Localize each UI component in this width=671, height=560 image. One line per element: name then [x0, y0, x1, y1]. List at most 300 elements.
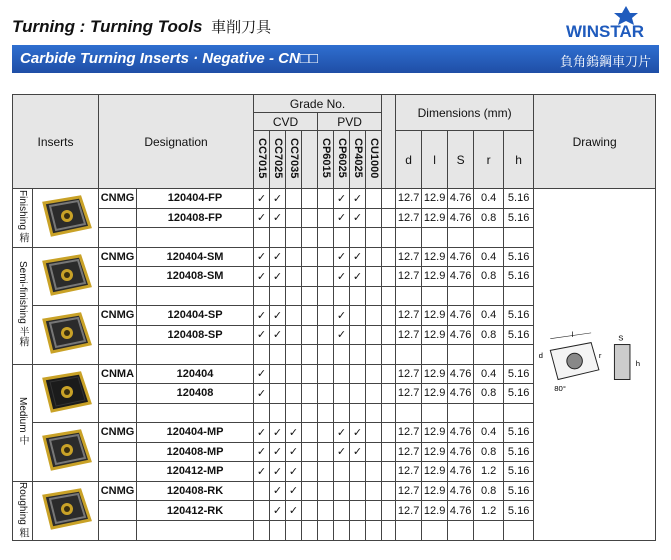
grade-blank-cell [382, 306, 396, 326]
code-cell [137, 345, 254, 365]
dim-l-cell [422, 345, 448, 365]
series-cell [99, 462, 137, 482]
code-cell: 120408-SM [137, 267, 254, 287]
dim-h-cell: 5.16 [504, 442, 534, 462]
dim-l: l [422, 131, 448, 189]
dim-r-cell: 0.8 [474, 267, 504, 287]
dim-l-cell: 12.9 [422, 501, 448, 521]
grade-blank-cell [382, 442, 396, 462]
dim-d-cell: 12.7 [396, 364, 422, 384]
grade-check: ✓ [350, 189, 366, 209]
dim-s-cell [448, 403, 474, 423]
grade-check [286, 521, 302, 541]
insert-photo-icon [36, 193, 96, 239]
dim-s-cell [448, 521, 474, 541]
grade-check: ✓ [270, 481, 286, 501]
grade-check: ✓ [270, 325, 286, 345]
grade-blank-cell [382, 325, 396, 345]
grade-check [302, 189, 318, 209]
dim-s-cell: 4.76 [448, 325, 474, 345]
grade-check [318, 462, 334, 482]
dim-l-cell [422, 228, 448, 248]
drawing-header: Drawing [534, 95, 656, 189]
grade-check [302, 325, 318, 345]
drawing-label-s: S [617, 333, 624, 343]
grade-check [350, 501, 366, 521]
category-label: Medium 中 [17, 396, 28, 446]
dim-h-cell: 5.16 [504, 501, 534, 521]
grade-check: ✓ [286, 501, 302, 521]
banner-cn: 負角鎢鋼車刀片 [559, 54, 651, 69]
grade-check [286, 325, 302, 345]
grade-check [302, 267, 318, 287]
grade-check [318, 345, 334, 365]
dim-s-cell: 4.76 [448, 267, 474, 287]
dim-r-cell: 0.8 [474, 442, 504, 462]
dim-r: r [474, 131, 504, 189]
grade-check [334, 228, 350, 248]
dim-h-cell: 5.16 [504, 189, 534, 209]
dim-s-cell: 4.76 [448, 364, 474, 384]
grade-check [286, 228, 302, 248]
drawing-label-angle: 80° [553, 384, 566, 394]
dim-h-cell: 5.16 [504, 325, 534, 345]
drawing-label-l: l [571, 329, 574, 339]
dim-r-cell: 0.4 [474, 423, 504, 443]
dim-s-cell: 4.76 [448, 208, 474, 228]
series-cell: CNMG [99, 423, 137, 443]
dim-s-cell: 4.76 [448, 442, 474, 462]
series-cell [99, 501, 137, 521]
grade-check [366, 521, 382, 541]
grade-check [318, 208, 334, 228]
dim-l-cell: 12.9 [422, 481, 448, 501]
grade-blank-cell [382, 267, 396, 287]
grade-check [334, 286, 350, 306]
grade-check [318, 423, 334, 443]
dim-d-cell [396, 403, 422, 423]
grade-check [318, 384, 334, 404]
grade-check [302, 306, 318, 326]
grade-check: ✓ [350, 267, 366, 287]
grade-check [334, 345, 350, 365]
grade-check [318, 228, 334, 248]
series-cell: CNMG [99, 306, 137, 326]
dim-d-cell: 12.7 [396, 208, 422, 228]
dim-s-cell: 4.76 [448, 462, 474, 482]
grade-check [366, 462, 382, 482]
code-cell: 120404 [137, 364, 254, 384]
insert-image-cell [33, 481, 99, 541]
dim-r-cell [474, 228, 504, 248]
grade-check [318, 521, 334, 541]
grade-check [350, 228, 366, 248]
grade-check: ✓ [270, 501, 286, 521]
code-cell: 120404-FP [137, 189, 254, 209]
grade-check: ✓ [334, 208, 350, 228]
grade-check [350, 286, 366, 306]
grade-check [366, 384, 382, 404]
grade-check [366, 286, 382, 306]
grade-check [302, 442, 318, 462]
grade-check [350, 403, 366, 423]
dim-r-cell: 0.8 [474, 384, 504, 404]
grade-check: ✓ [254, 462, 270, 482]
dim-s-cell [448, 228, 474, 248]
grade-check: ✓ [270, 462, 286, 482]
dim-d-cell: 12.7 [396, 384, 422, 404]
dim-h-cell: 5.16 [504, 267, 534, 287]
grade-blank-cell [382, 228, 396, 248]
code-cell [137, 521, 254, 541]
dim-r-cell: 0.8 [474, 481, 504, 501]
code-cell: 120404-SP [137, 306, 254, 326]
table-row [13, 189, 656, 209]
grade-check: ✓ [254, 189, 270, 209]
code-cell: 120408 [137, 384, 254, 404]
grade-check [286, 286, 302, 306]
series-cell [99, 267, 137, 287]
grade-cp4025: CP4025 [350, 131, 366, 189]
dim-s-cell [448, 286, 474, 306]
dim-l-cell [422, 521, 448, 541]
grade-check [302, 345, 318, 365]
category-cell [13, 481, 33, 541]
dim-h-cell: 5.16 [504, 384, 534, 404]
grade-check [366, 442, 382, 462]
grade-check: ✓ [270, 423, 286, 443]
inserts-header: Inserts [13, 95, 99, 189]
dim-r-cell: 0.8 [474, 325, 504, 345]
drawing-side-view [614, 345, 630, 380]
grade-check [366, 267, 382, 287]
insert-image-cell [33, 247, 99, 306]
grade-check: ✓ [270, 306, 286, 326]
dim-l-cell: 12.9 [422, 189, 448, 209]
insert-image-cell [33, 306, 99, 365]
grade-check [286, 345, 302, 365]
grade-check [286, 306, 302, 326]
series-cell: CNMG [99, 247, 137, 267]
grade-check [302, 462, 318, 482]
grade-check [302, 364, 318, 384]
dim-r-cell: 1.2 [474, 501, 504, 521]
grade-check: ✓ [270, 247, 286, 267]
dim-h-cell [504, 286, 534, 306]
dim-r-cell [474, 403, 504, 423]
grade-header: Grade No. [254, 95, 382, 113]
grade-check [318, 286, 334, 306]
inserts-table [12, 94, 656, 541]
grade-check [350, 384, 366, 404]
series-cell [99, 521, 137, 541]
dim-d-cell: 12.7 [396, 501, 422, 521]
grade-check [286, 364, 302, 384]
dim-r-cell: 0.4 [474, 247, 504, 267]
category-cell [13, 364, 33, 481]
grade-check: ✓ [254, 325, 270, 345]
grade-check: ✓ [254, 306, 270, 326]
series-cell [99, 228, 137, 248]
category-label: Finishing 精 [17, 189, 28, 243]
dim-s-cell: 4.76 [448, 384, 474, 404]
grade-check [254, 345, 270, 365]
dim-l-cell: 12.9 [422, 267, 448, 287]
grade-check [270, 364, 286, 384]
grade-check: ✓ [334, 423, 350, 443]
grade-check: ✓ [254, 247, 270, 267]
grade-check [286, 208, 302, 228]
grade-check [366, 403, 382, 423]
grade-check [334, 501, 350, 521]
dim-s-cell: 4.76 [448, 247, 474, 267]
grade-check [254, 481, 270, 501]
grade-check [366, 345, 382, 365]
dim-r-cell: 0.4 [474, 189, 504, 209]
dim-h-cell: 5.16 [504, 208, 534, 228]
dim-s: S [448, 131, 474, 189]
insert-image-cell [33, 364, 99, 423]
grade-blank-cell [382, 384, 396, 404]
grade-check: ✓ [270, 208, 286, 228]
grade-blank-cvd [302, 131, 318, 189]
logo-text: WINSTAR [566, 22, 645, 40]
grade-blank-cell [382, 481, 396, 501]
grade-check [350, 345, 366, 365]
dim-d-cell [396, 228, 422, 248]
dim-l-cell [422, 286, 448, 306]
title-cn: 車削刀具 [211, 19, 272, 36]
series-cell: CNMG [99, 189, 137, 209]
dim-d-cell [396, 521, 422, 541]
grade-check [318, 442, 334, 462]
series-cell [99, 286, 137, 306]
grade-blank-cell [382, 189, 396, 209]
grade-check: ✓ [350, 208, 366, 228]
grade-check [286, 384, 302, 404]
grade-cc7025: CC7025 [270, 131, 286, 189]
category-cell [13, 247, 33, 364]
grade-check [318, 306, 334, 326]
grade-check [318, 325, 334, 345]
dim-d-cell: 12.7 [396, 462, 422, 482]
grade-check [366, 247, 382, 267]
grade-blank-cell [382, 364, 396, 384]
dim-d-cell: 12.7 [396, 442, 422, 462]
dim-r-cell: 0.8 [474, 208, 504, 228]
dim-h: h [504, 131, 534, 189]
dim-r-cell [474, 521, 504, 541]
page-title [12, 16, 271, 37]
grade-check [366, 501, 382, 521]
code-cell: 120404-SM [137, 247, 254, 267]
grade-check [270, 228, 286, 248]
grade-blank-cell [382, 247, 396, 267]
title-text: Turning : Turning Tools [12, 17, 203, 36]
grade-check [302, 384, 318, 404]
grade-check [366, 306, 382, 326]
grade-check [334, 521, 350, 541]
dim-l-cell: 12.9 [422, 208, 448, 228]
insert-photo-icon [36, 252, 96, 298]
grade-cp6025: CP6025 [334, 131, 350, 189]
grade-check [254, 286, 270, 306]
grade-check: ✓ [334, 189, 350, 209]
grade-check: ✓ [254, 208, 270, 228]
grade-cp6015: CP6015 [318, 131, 334, 189]
winstar-logo [564, 4, 660, 40]
grade-check: ✓ [334, 267, 350, 287]
series-cell [99, 345, 137, 365]
grade-check [350, 325, 366, 345]
grade-check [270, 345, 286, 365]
grade-check: ✓ [334, 325, 350, 345]
code-cell: 120408-MP [137, 442, 254, 462]
grade-cu1000: CU1000 [366, 131, 382, 189]
grade-check [334, 384, 350, 404]
dim-d-cell [396, 345, 422, 365]
series-cell [99, 384, 137, 404]
grade-blank-cell [382, 501, 396, 521]
grade-check: ✓ [254, 423, 270, 443]
dim-h-cell [504, 521, 534, 541]
grade-check: ✓ [334, 247, 350, 267]
designation-header: Designation [99, 95, 254, 189]
dim-l-cell: 12.9 [422, 442, 448, 462]
grade-check [350, 364, 366, 384]
dim-d-cell: 12.7 [396, 423, 422, 443]
grade-check [302, 521, 318, 541]
grade-check [286, 189, 302, 209]
grade-check [334, 462, 350, 482]
dim-h-cell [504, 228, 534, 248]
dim-h-cell: 5.16 [504, 423, 534, 443]
grade-blank-cell [382, 521, 396, 541]
grade-check [302, 208, 318, 228]
series-cell: CNMG [99, 481, 137, 501]
drawing-label-r: r [598, 351, 602, 361]
grade-check [318, 364, 334, 384]
grade-check [366, 228, 382, 248]
dim-d-cell: 12.7 [396, 306, 422, 326]
grade-check: ✓ [286, 442, 302, 462]
dim-l-cell: 12.9 [422, 306, 448, 326]
grade-check [334, 364, 350, 384]
code-cell: 120408-FP [137, 208, 254, 228]
drawing-cell [534, 189, 656, 541]
code-cell: 120412-MP [137, 462, 254, 482]
dim-l-cell: 12.9 [422, 384, 448, 404]
dim-d-cell: 12.7 [396, 189, 422, 209]
series-cell [99, 403, 137, 423]
grade-check [318, 247, 334, 267]
grade-blank-cell [382, 423, 396, 443]
dim-l-cell: 12.9 [422, 423, 448, 443]
dim-s-cell: 4.76 [448, 501, 474, 521]
grade-check: ✓ [286, 481, 302, 501]
grade-check [302, 247, 318, 267]
grade-check [270, 403, 286, 423]
dim-d-cell: 12.7 [396, 481, 422, 501]
grade-check [254, 403, 270, 423]
grade-check: ✓ [270, 442, 286, 462]
dim-s-cell: 4.76 [448, 189, 474, 209]
grade-check [366, 208, 382, 228]
dim-l-cell [422, 403, 448, 423]
grade-check: ✓ [286, 423, 302, 443]
section-banner [12, 45, 659, 73]
grade-check [350, 462, 366, 482]
grade-blank-cell [382, 345, 396, 365]
dim-h-cell: 5.16 [504, 364, 534, 384]
grade-check [350, 521, 366, 541]
drawing-hole [566, 353, 582, 369]
grade-check [366, 189, 382, 209]
dim-s-cell [448, 345, 474, 365]
insert-photo-icon [36, 369, 96, 415]
insert-photo-icon [36, 427, 96, 473]
grade-check [302, 403, 318, 423]
dim-r-cell [474, 345, 504, 365]
grade-check [286, 403, 302, 423]
grade-check [302, 286, 318, 306]
dim-l-cell: 12.9 [422, 325, 448, 345]
grade-check [254, 501, 270, 521]
code-cell: 120408-SP [137, 325, 254, 345]
grade-check [286, 247, 302, 267]
dim-s-cell: 4.76 [448, 306, 474, 326]
grade-check [366, 364, 382, 384]
grade-cc7035: CC7035 [286, 131, 302, 189]
grade-check [302, 228, 318, 248]
insert-photo-icon [36, 310, 96, 356]
grade-blank-cell [382, 286, 396, 306]
grade-check [270, 286, 286, 306]
dim-d-cell: 12.7 [396, 267, 422, 287]
grade-check [318, 267, 334, 287]
dim-s-cell: 4.76 [448, 423, 474, 443]
grade-check: ✓ [254, 384, 270, 404]
dim-h-cell [504, 345, 534, 365]
code-cell: 120404-MP [137, 423, 254, 443]
grade-check: ✓ [350, 247, 366, 267]
category-label: Semi-finishing 半精 [17, 261, 28, 347]
grade-check: ✓ [254, 364, 270, 384]
code-cell [137, 286, 254, 306]
grade-check [270, 384, 286, 404]
grade-check: ✓ [334, 442, 350, 462]
grade-check [350, 306, 366, 326]
drawing-label-h: h [635, 358, 640, 368]
grade-check [318, 481, 334, 501]
dim-d-cell [396, 286, 422, 306]
dim-s-cell: 4.76 [448, 481, 474, 501]
grade-check [366, 423, 382, 443]
dim-d: d [396, 131, 422, 189]
code-cell [137, 228, 254, 248]
grade-check [334, 481, 350, 501]
dim-h-cell: 5.16 [504, 247, 534, 267]
grade-check: ✓ [270, 267, 286, 287]
grade-check [350, 481, 366, 501]
code-cell: 120412-RK [137, 501, 254, 521]
grade-check: ✓ [334, 306, 350, 326]
dim-d-cell: 12.7 [396, 247, 422, 267]
grade-check [286, 267, 302, 287]
drawing-label-d: d [538, 351, 543, 361]
grade-blank-cell [382, 462, 396, 482]
grade-check [318, 189, 334, 209]
